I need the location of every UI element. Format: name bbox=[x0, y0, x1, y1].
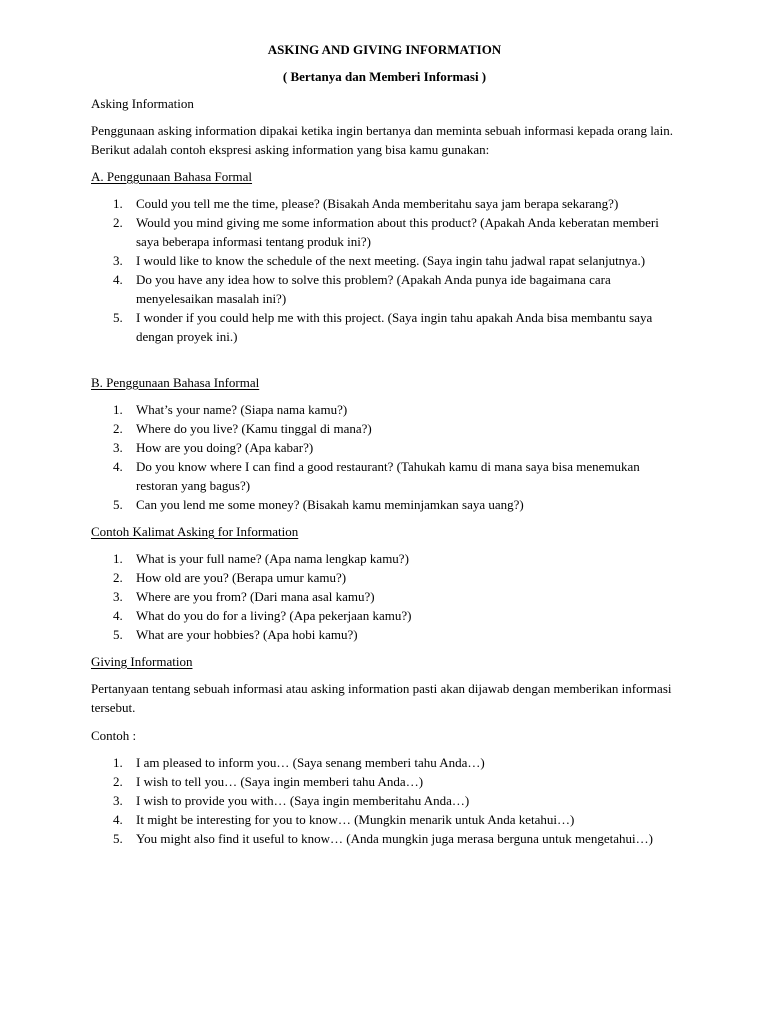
list-text: It might be interesting for you to know… (Mungkin menarik untuk Anda ketahui…) bbox=[136, 812, 575, 827]
informal-heading-text: B. Penggunaan Bahasa Informal bbox=[91, 375, 260, 390]
contoh-asking-list bbox=[91, 549, 678, 644]
list-number: 1. bbox=[113, 755, 123, 770]
list-text: Where do you live? (Kamu tinggal di mana?) bbox=[136, 421, 372, 436]
list-text: I am pleased to inform you… (Saya senang memberi tahu Anda…) bbox=[136, 755, 485, 770]
list-number: 1. bbox=[113, 551, 123, 566]
list-text: I wonder if you could help me with this project. (Saya ingin tahu apakah Anda bisa membantu saya dengan proyek ini.) bbox=[136, 310, 653, 344]
list-item bbox=[91, 810, 678, 829]
giving-heading-text: Giving Information bbox=[91, 654, 193, 669]
page-subtitle: ( Bertanya dan Memberi Informasi ) bbox=[282, 69, 487, 84]
list-text: Do you know where I can find a good restaurant? (Tahukah kamu di mana saya bisa menemukan restoran yang bagus?) bbox=[136, 459, 640, 493]
list-text: How old are you? (Berapa umur kamu?) bbox=[136, 570, 347, 585]
list-text: What are your hobbies? (Apa hobi kamu?) bbox=[136, 627, 358, 642]
list-item bbox=[91, 587, 678, 606]
list-number: 4. bbox=[113, 272, 123, 287]
formal-heading-text: A. Penggunaan Bahasa Formal bbox=[91, 169, 253, 184]
list-text: Can you lend me some money? (Bisakah kamu meminjamkan saya uang?) bbox=[136, 497, 524, 512]
list-text: You might also find it useful to know… (Anda mungkin juga merasa berguna untuk mengetahui…) bbox=[136, 831, 653, 846]
list-number: 5. bbox=[113, 627, 123, 642]
list-number: 2. bbox=[113, 215, 123, 230]
list-number: 5. bbox=[113, 310, 123, 325]
list-number: 5. bbox=[113, 497, 123, 512]
list-text: How are you doing? (Apa kabar?) bbox=[136, 440, 314, 455]
list-number: 3. bbox=[113, 793, 123, 808]
list-number: 4. bbox=[113, 459, 123, 474]
list-item bbox=[91, 568, 678, 587]
list-number: 4. bbox=[113, 608, 123, 623]
list-number: 1. bbox=[113, 196, 123, 211]
contoh-label: Contoh : bbox=[91, 728, 137, 743]
list-number: 2. bbox=[113, 570, 123, 585]
list-item bbox=[91, 829, 678, 848]
asking-intro: Penggunaan asking information dipakai ketika ingin bertanya dan meminta sebuah informasi kepada orang lain. Berikut adalah contoh ekspresi asking information yang bisa kamu gunakan: bbox=[91, 123, 673, 157]
list-item bbox=[91, 438, 678, 457]
list-item bbox=[91, 419, 678, 438]
list-number: 3. bbox=[113, 589, 123, 604]
list-text: Where are you from? (Dari mana asal kamu?) bbox=[136, 589, 375, 604]
list-item bbox=[91, 772, 678, 791]
list-item bbox=[91, 213, 678, 251]
list-item bbox=[91, 606, 678, 625]
contoh-asking-heading-text: Contoh Kalimat Asking for Information bbox=[91, 524, 299, 539]
formal-heading bbox=[91, 167, 678, 186]
asking-heading: Asking Information bbox=[91, 96, 194, 111]
contoh-asking-heading bbox=[91, 522, 678, 541]
list-item bbox=[91, 549, 678, 568]
list-item bbox=[91, 495, 678, 514]
list-number: 1. bbox=[113, 402, 123, 417]
list-item bbox=[91, 194, 678, 213]
list-text: What do you do for a living? (Apa pekerjaan kamu?) bbox=[136, 608, 412, 623]
list-text: I wish to tell you… (Saya ingin memberi tahu Anda…) bbox=[136, 774, 424, 789]
list-text: I would like to know the schedule of the next meeting. (Saya ingin tahu jadwal rapat selanjutnya.) bbox=[136, 253, 646, 268]
giving-list bbox=[91, 753, 678, 848]
list-number: 4. bbox=[113, 812, 123, 827]
list-text: Could you tell me the time, please? (Bisakah Anda memberitahu saya jam berapa sekarang?) bbox=[136, 196, 619, 211]
list-text: What’s your name? (Siapa nama kamu?) bbox=[136, 402, 348, 417]
list-number: 3. bbox=[113, 440, 123, 455]
list-number: 5. bbox=[113, 831, 123, 846]
list-number: 3. bbox=[113, 253, 123, 268]
list-item bbox=[91, 308, 678, 346]
formal-list bbox=[91, 194, 678, 346]
list-text: I wish to provide you with… (Saya ingin memberitahu Anda…) bbox=[136, 793, 470, 808]
giving-intro: Pertanyaan tentang sebuah informasi atau asking information pasti akan dijawab dengan memberikan informasi tersebut. bbox=[91, 681, 672, 715]
list-item bbox=[91, 753, 678, 772]
list-item bbox=[91, 625, 678, 644]
giving-heading bbox=[91, 652, 678, 671]
list-item bbox=[91, 270, 678, 308]
informal-list bbox=[91, 400, 678, 514]
list-item bbox=[91, 791, 678, 810]
list-text: Do you have any idea how to solve this problem? (Apakah Anda punya ide bagaimana cara menyelesaikan masalah ini?) bbox=[136, 272, 611, 306]
list-number: 2. bbox=[113, 421, 123, 436]
informal-heading bbox=[91, 373, 678, 392]
list-text: What is your full name? (Apa nama lengkap kamu?) bbox=[136, 551, 409, 566]
list-item bbox=[91, 251, 678, 270]
list-item bbox=[91, 400, 678, 419]
list-number: 2. bbox=[113, 774, 123, 789]
list-item bbox=[91, 457, 678, 495]
page-title: ASKING AND GIVING INFORMATION bbox=[267, 42, 502, 57]
list-text: Would you mind giving me some information about this product? (Apakah Anda keberatan memberi saya beberapa informasi tentang produk ini?) bbox=[136, 215, 659, 249]
